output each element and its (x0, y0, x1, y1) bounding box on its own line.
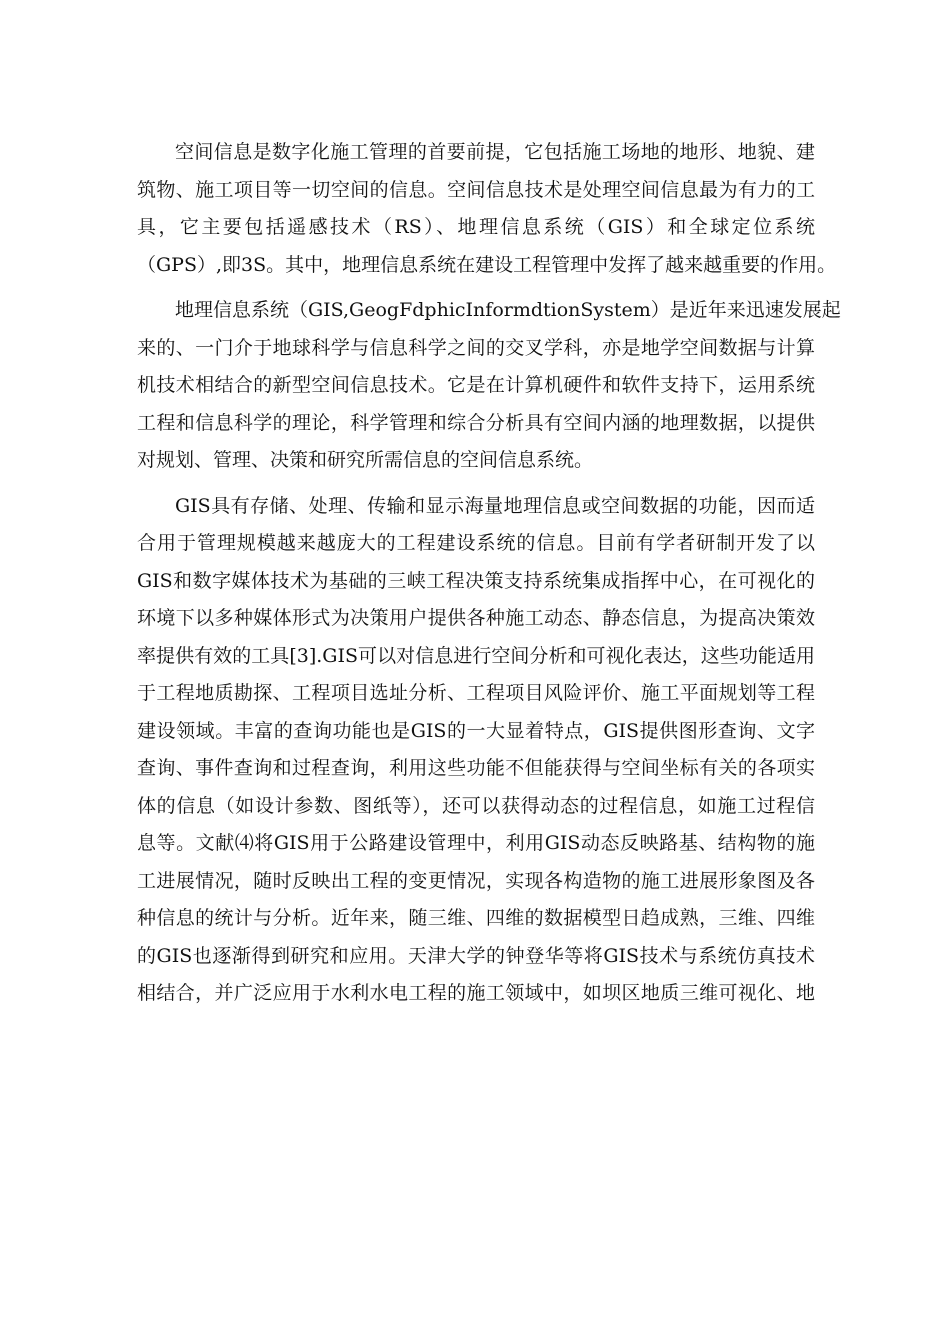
text-line: 地理信息系统（GIS,GeogFdphicInformdtionSystem）是近年来迅速发展起 (175, 299, 841, 321)
text-line: 息等。文献⑷将GIS用于公路建设管理中，利用GIS动态反映路基、结构物的施 (137, 832, 815, 854)
text-line: GIS和数字媒体技术为基础的三峡工程决策支持系统集成指挥中心，在可视化的 (137, 569, 815, 592)
paragraph-1 (137, 134, 837, 284)
text-line: 体的信息（如设计参数、图纸等），还可以获得动态的过程信息，如施工过程信 (137, 794, 815, 817)
text-line: 筑物、施工项目等一切空间的信息。空间信息技术是处理空间信息最为有力的工 (137, 178, 815, 201)
document-body (137, 134, 841, 1021)
text-line: 相结合，并广泛应用于水利水电工程的施工领域中，如坝区地质三维可视化、地 (137, 982, 815, 1004)
text-line: 环境下以多种媒体形式为决策用户提供各种施工动态、静态信息，为提高决策效 (137, 607, 815, 629)
text-line: 机技术相结合的新型空间信息技术。它是在计算机硬件和软件支持下，运用系统 (137, 374, 815, 396)
text-line: 率提供有效的工具[3].GIS可以对信息进行空间分析和可视化表达，这些功能适用 (137, 644, 815, 667)
text-line: 种信息的统计与分析。近年来，随三维、四维的数据模型日趋成熟，三维、四维 (137, 907, 815, 929)
text-line: 对规划、管理、决策和研究所需信息的空间信息系统。 (137, 449, 594, 471)
text-line: （GPS）,即3S。其中，地理信息系统在建设工程管理中发挥了越来越重要的作用。 (137, 253, 837, 276)
paragraph-2 (137, 292, 841, 480)
text-line: 建设领域。丰富的查询功能也是GIS的一大显着特点，GIS提供图形查询、文字 (137, 719, 815, 742)
text-line: 来的、一门介于地球科学与信息科学之间的交叉学科，亦是地学空间数据与计算 (137, 336, 815, 359)
text-line: 工进展情况，随时反映出工程的变更情况，实现各构造物的施工进展形象图及各 (137, 869, 815, 892)
text-line: 查询、事件查询和过程查询，利用这些功能不但能获得与空间坐标有关的各项实 (137, 757, 815, 779)
paragraph-3 (137, 488, 815, 1013)
text-line: 空间信息是数字化施工管理的首要前提，它包括施工场地的地形、地貌、建 (175, 141, 815, 163)
text-line: 具，它主要包括遥感技术（RS）、地理信息系统（GIS）和全球定位系统 (137, 216, 815, 238)
text-line: 合用于管理规模越来越庞大的工程建设系统的信息。目前有学者研制开发了以 (137, 532, 815, 554)
text-line: 的GIS也逐渐得到研究和应用。天津大学的钟登华等将GIS技术与系统仿真技术 (137, 944, 815, 967)
text-line: 于工程地质勘探、工程项目选址分析、工程项目风险评价、施工平面规划等工程 (137, 682, 815, 704)
text-line: 工程和信息科学的理论，科学管理和综合分析具有空间内涵的地理数据，以提供 (137, 411, 815, 434)
text-line: GIS具有存储、处理、传输和显示海量地理信息或空间数据的功能，因而适 (175, 494, 815, 517)
